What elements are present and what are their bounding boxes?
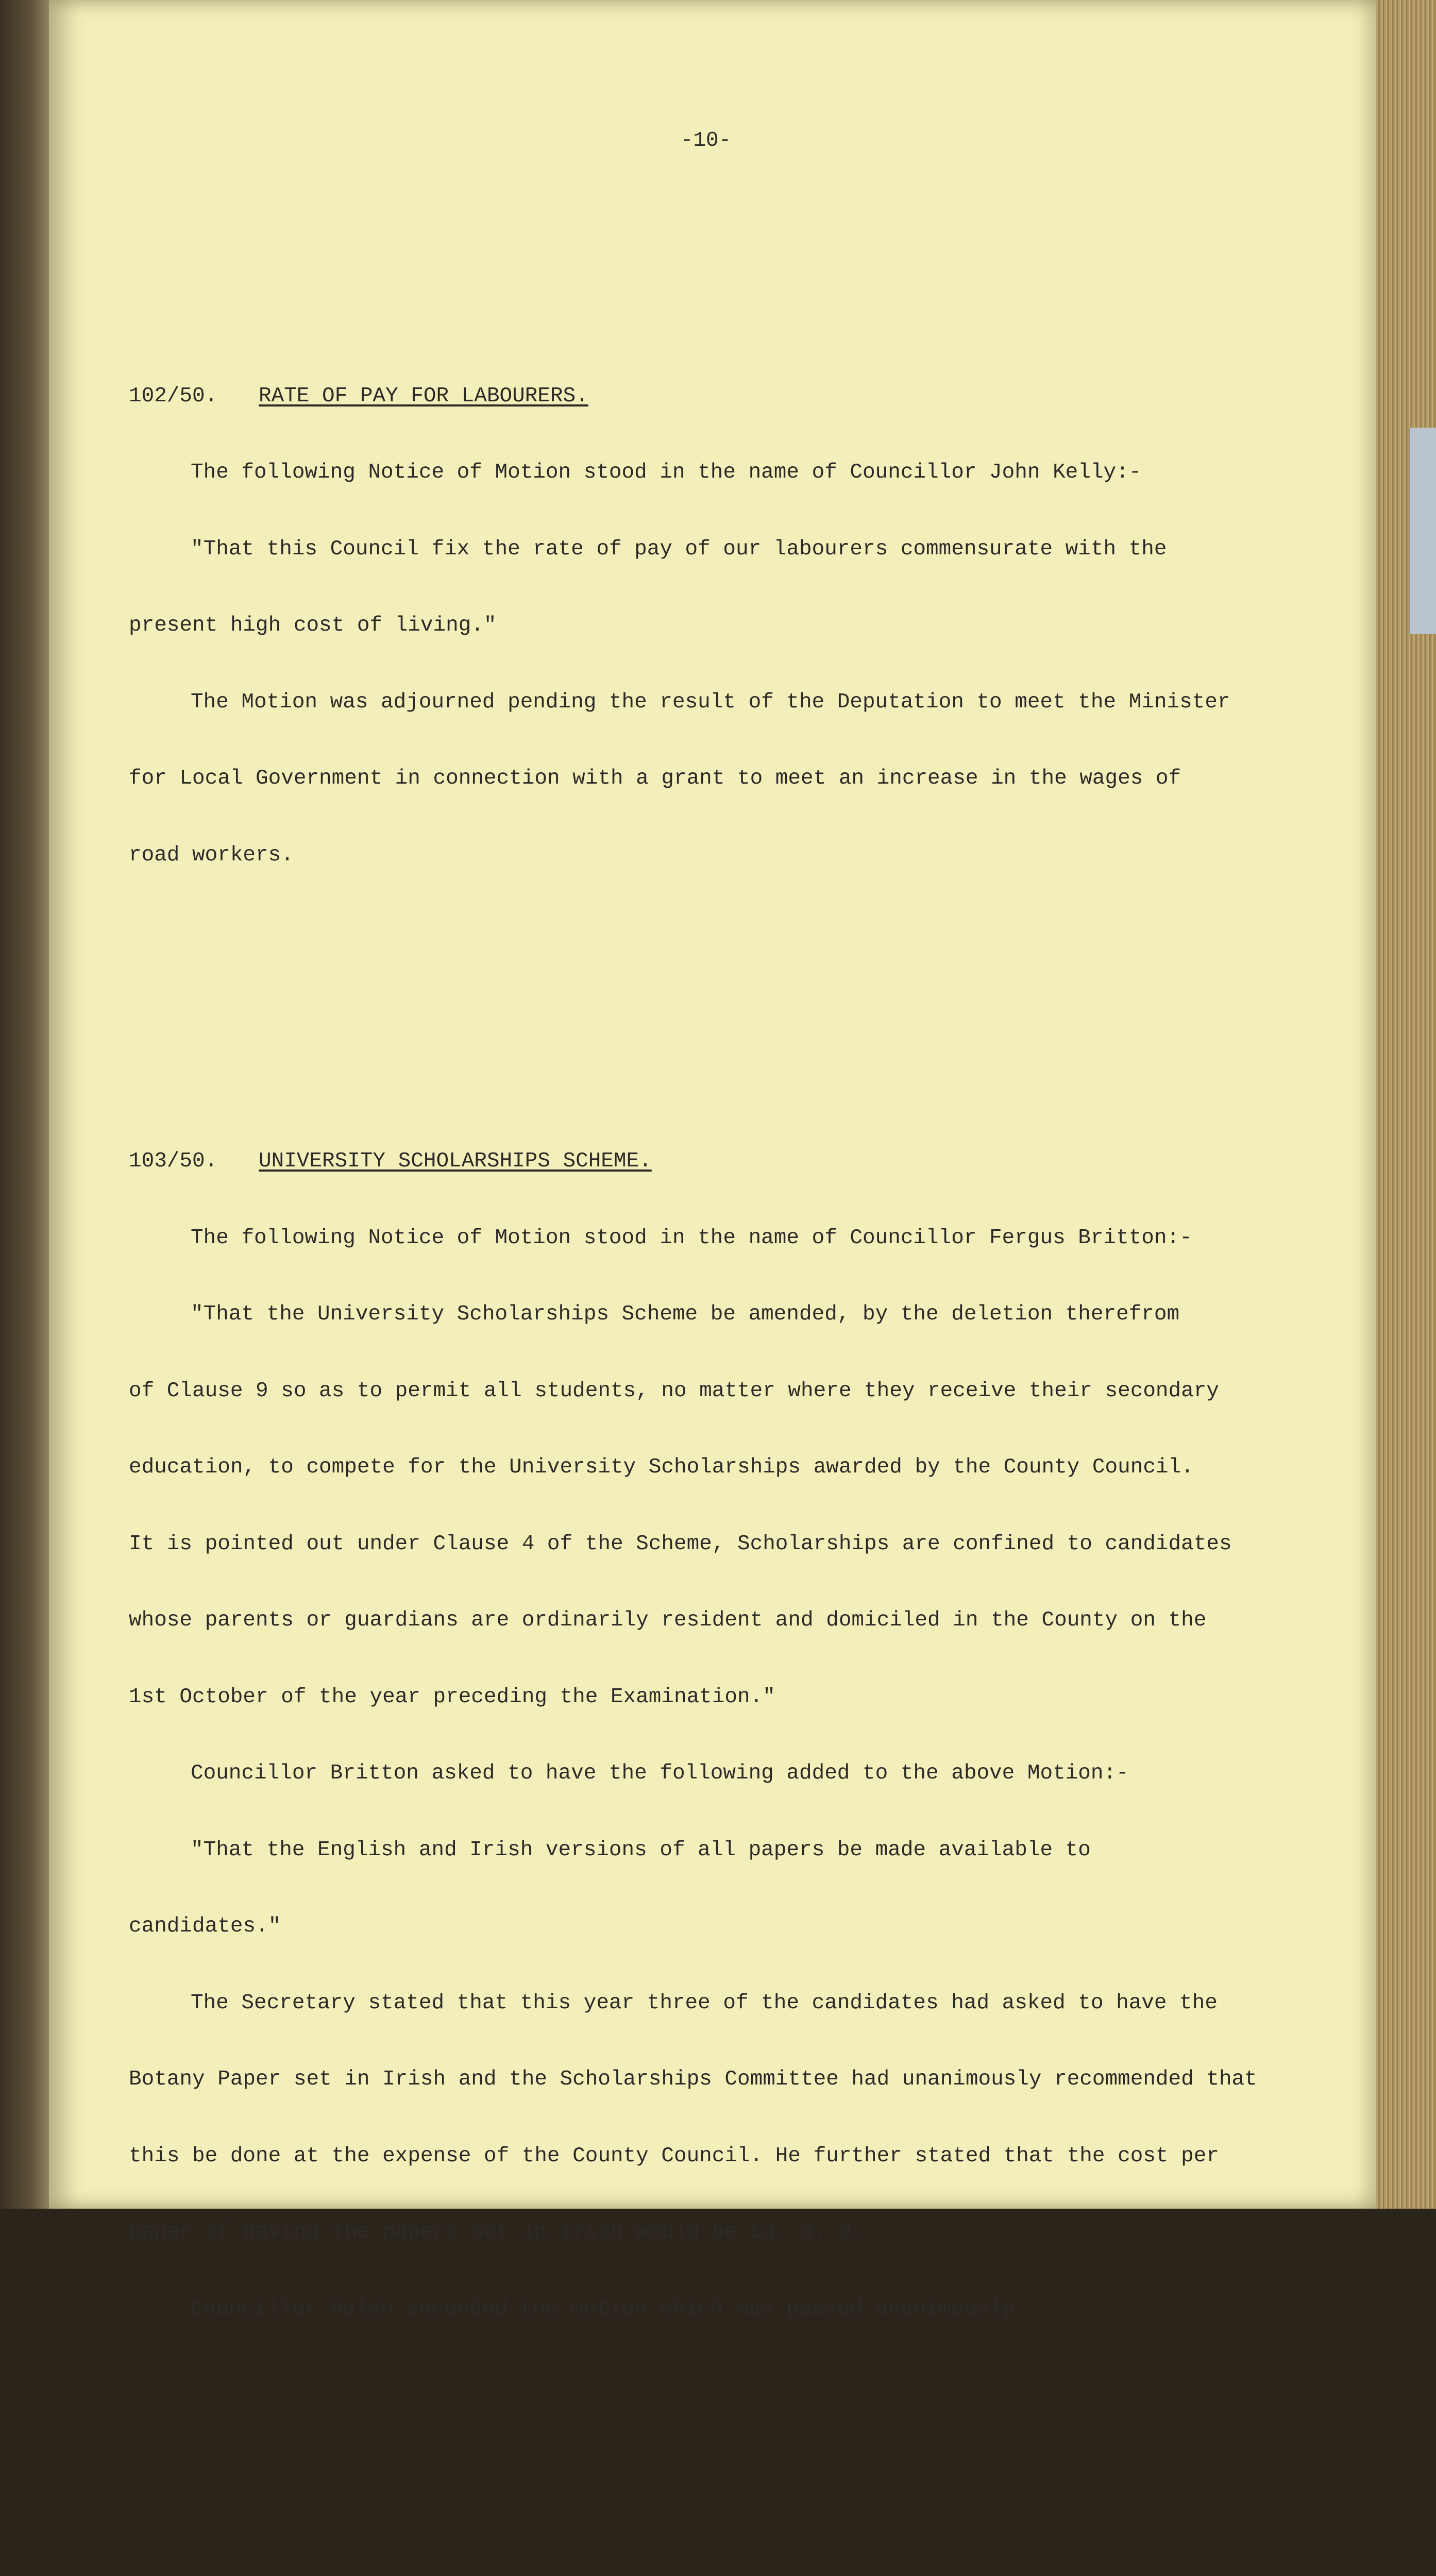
text-line: present high cost of living." [129,614,497,637]
text-line: "That this Council fix the rate of pay of our labourers commensurate with the [191,537,1167,561]
page-edges [1376,0,1436,2209]
page-number: -10- [680,129,732,152]
text-line: for Local Government in connection with a grant to meet an increase in the wages of [129,767,1181,790]
text-line: of Clause 9 so as to permit all students, no matter where they receive their secondary [129,1379,1219,1403]
text-line: Councillor Walsh seconded the motion which was passed unanimously. [191,2297,1027,2321]
section-103 [129,1098,1283,2373]
text-line: road workers. [129,843,294,867]
text-line: It is pointed out under Clause 4 of the Scheme, Scholarships are confined to candidates [129,1532,1232,1556]
section-104 [129,2552,1283,2576]
text-line: Councillor Britton asked to have the following added to the above Motion:- [191,1761,1129,1785]
book-spine-left [0,0,57,2209]
section-number: 102/50. [129,384,218,408]
text-line: this be done at the expense of the County Council. He further stated that the cost per [129,2144,1219,2168]
text-line: whose parents or guardians are ordinarily resident and domiciled in the County on the [129,1608,1207,1632]
text-line: The Motion was adjourned pending the result of the Deputation to meet the Minister [191,690,1230,714]
index-tab [1409,428,1436,634]
text-line: education, to compete for the University Scholarships awarded by the County Council. [129,1455,1194,1479]
text-line: The following Notice of Motion stood in the name of Councillor Fergus Britton:- [191,1226,1192,1250]
text-line: paper of having the papers set in Irish would be £3. 3. 0. [129,2221,865,2244]
section-heading: RATE OF PAY FOR LABOURERS. [259,384,588,408]
text-line: "That the University Scholarships Scheme be amended, by the deletion therefrom [191,1302,1180,1326]
text-line: candidates." [129,1914,281,1938]
text-line: 1st October of the year preceding the Examination." [129,1685,775,1709]
text-line: The Secretary stated that this year three of the candidates had asked to have the [191,1991,1218,2015]
minutes-text [129,77,1283,2576]
text-line: The following Notice of Motion stood in the name of Councillor John Kelly:- [191,461,1142,484]
section-heading: UNIVERSITY SCHOLARSHIPS SCHEME. [259,1149,652,1173]
section-102 [129,333,1283,920]
section-number: 103/50. [129,1149,218,1173]
text-line: "That the English and Irish versions of all papers be made available to [191,1838,1091,1862]
text-line: Botany Paper set in Irish and the Scholarships Committee had unanimously recommended that [129,2067,1257,2091]
